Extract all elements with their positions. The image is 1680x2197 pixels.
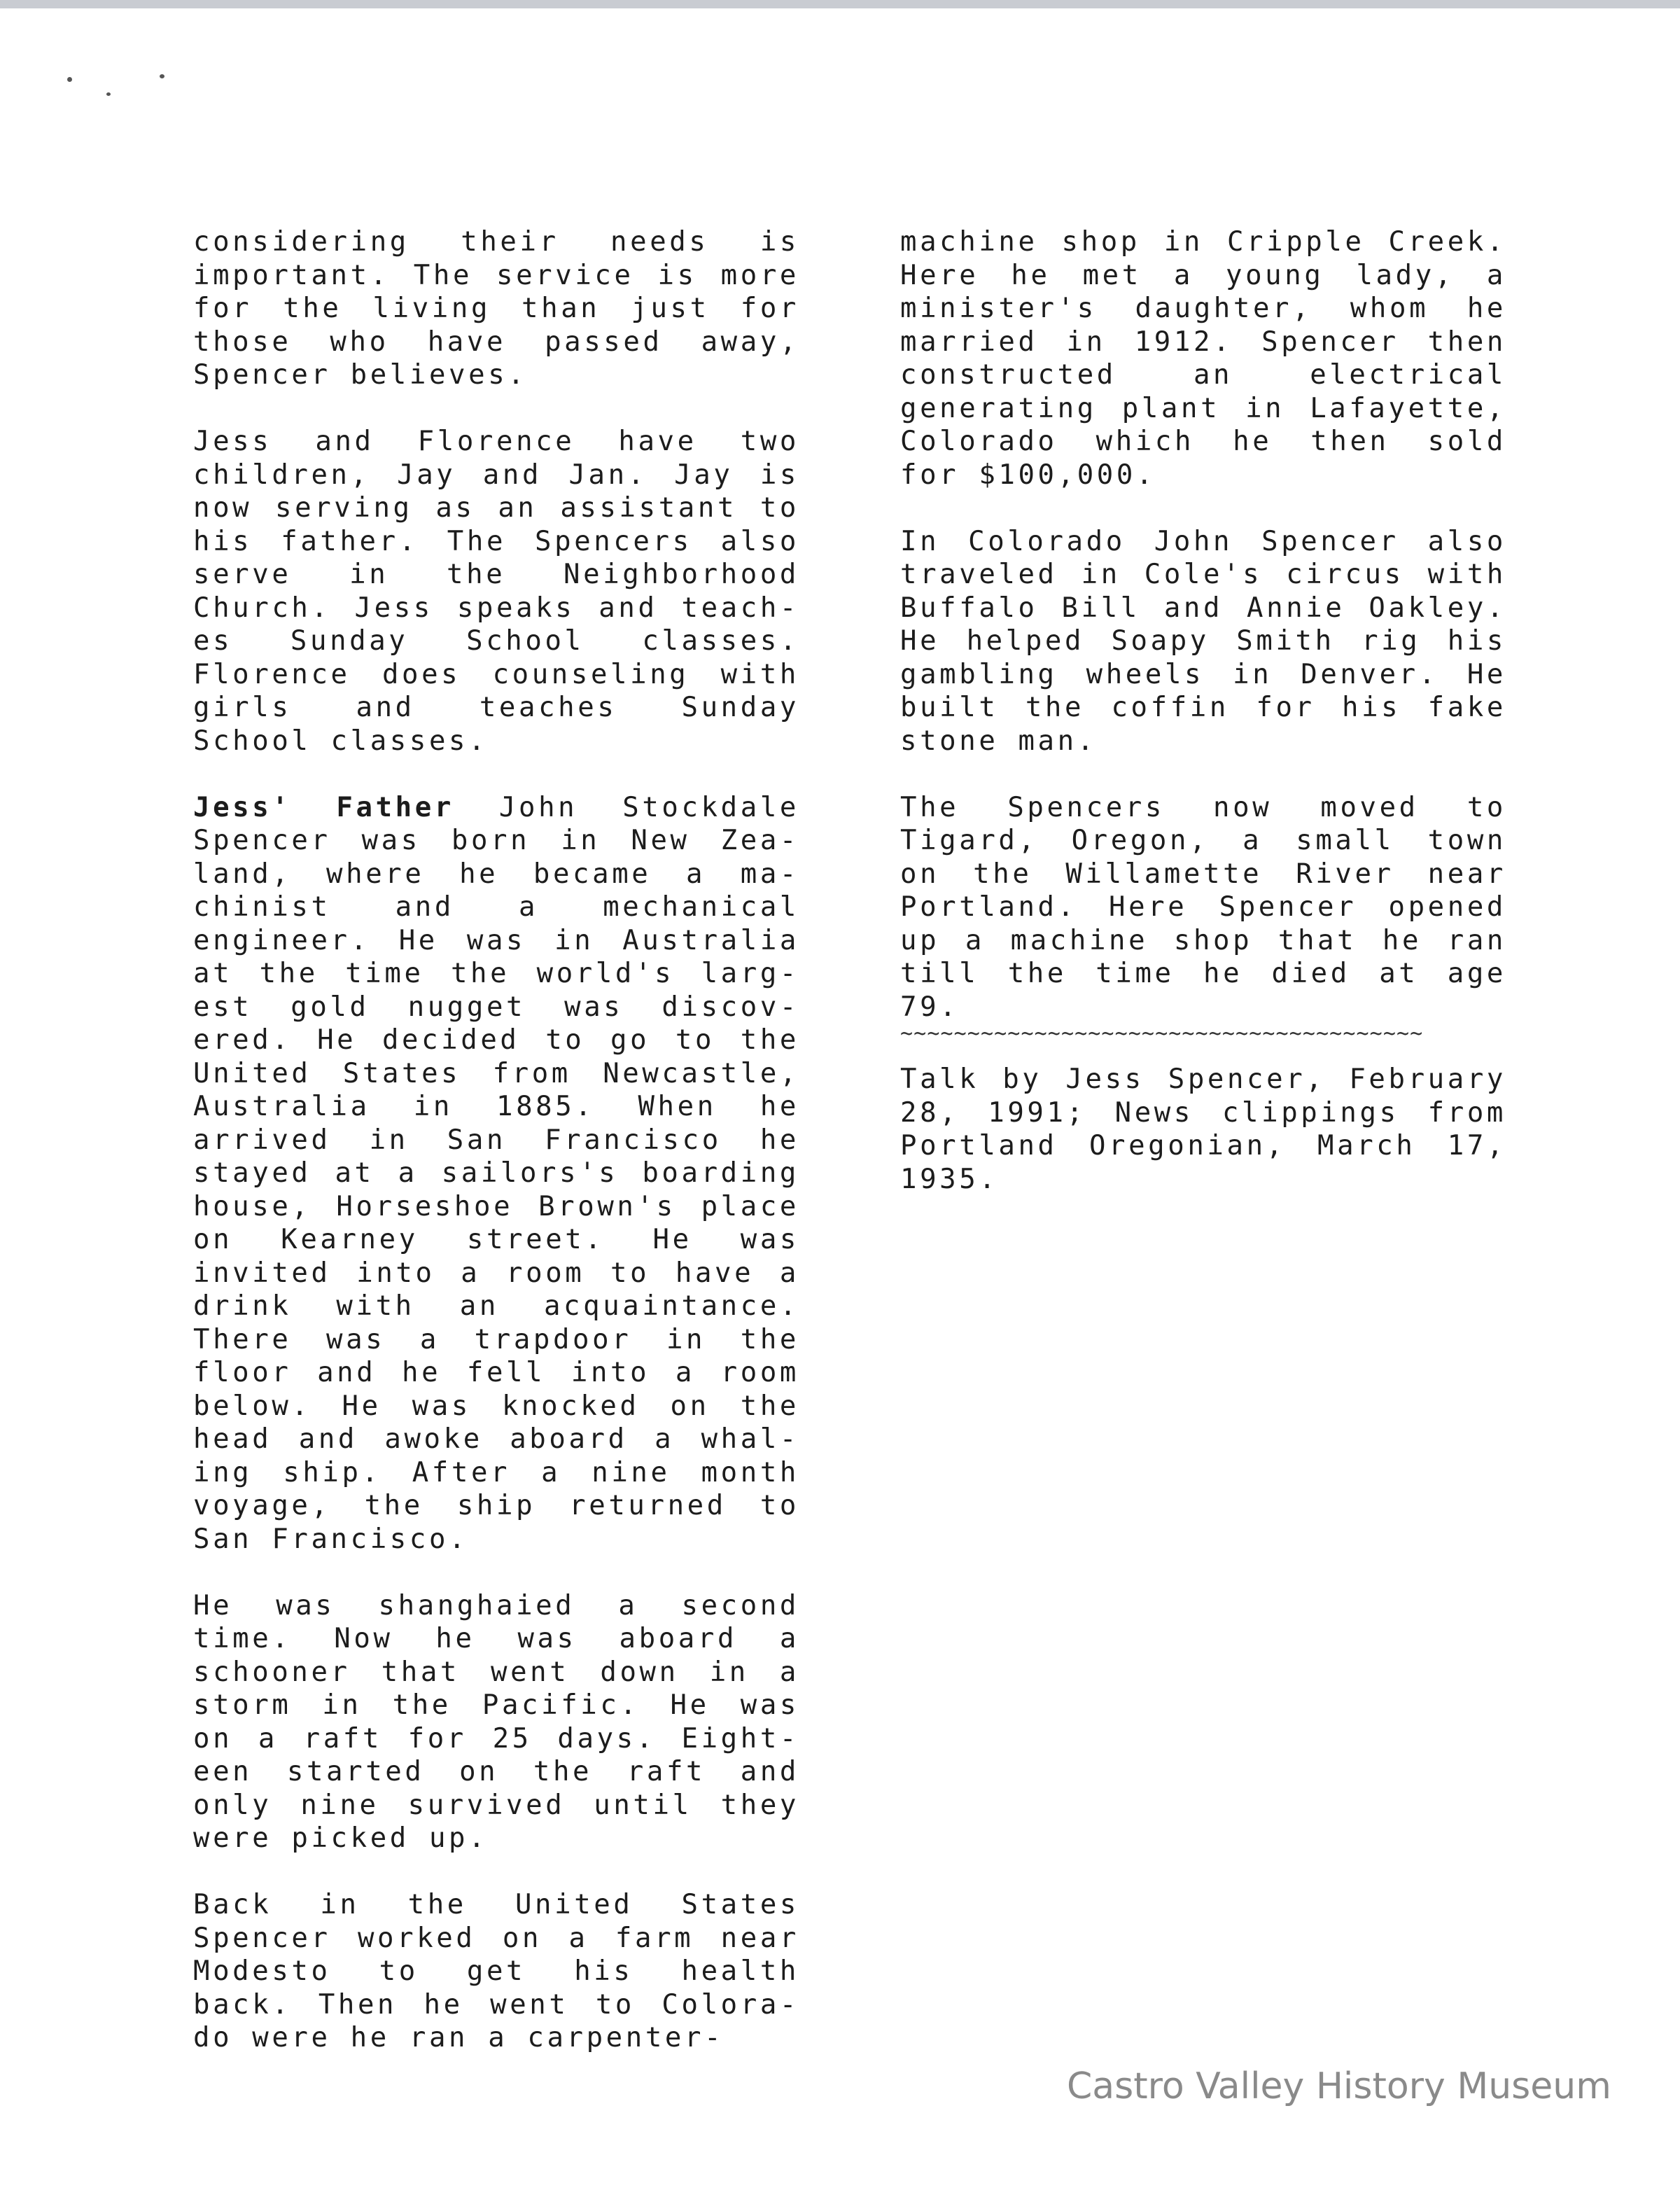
scan-speck bbox=[160, 74, 164, 78]
tilde-divider: ~~~~~~~~~~~~~~~~~~~~~~~~~~~~~~~~~~~~~~~ bbox=[900, 1021, 1424, 1046]
paragraph-colorado-circus: In Colorado John Spencer also traveled in Cole's circus with Buffalo Bill and Annie Oakley. He helped Soapy Smith rig his gambling wheels in Denver. He built the coffin for his fake stone man. bbox=[900, 525, 1506, 757]
scan-edge bbox=[0, 0, 1680, 8]
paragraph-spencer-children: Jess and Florence have two children, Jay and Jan. Jay is now serving as an assistant to his father. The Spencers also serve in the Neighborhood Church. Jess speaks and teach- es Sunday School classes. Florence does counseling with girls and teaches Sunday School classes. bbox=[193, 426, 799, 757]
right-column bbox=[900, 225, 1506, 1229]
museum-watermark: Castro Valley History Museum bbox=[1067, 2065, 1611, 2107]
paragraph-jess-father-text: John Stockdale Spencer was born in New Zea- land, where he became a ma- chinist and a mechanical engineer. He was in Australia at the time the world's larg- est gold nugget was discov- ered. He decided to go to the United States from Newcastle, Australia in 1885. When he arrived in San Francisco he stayed at a sailors's boarding house, Horseshoe Brown's place on Kearney street. He was invited into a room to have a drink with an acquaintance. There was a trapdoor in the floor and he fell into a room below. He was knocked on the head and awoke aboard a whal- ing ship. After a nine month voyage, the ship returned to San Francisco. bbox=[193, 791, 799, 1555]
paragraph-back-in-us: Back in the United States Spencer worked on a farm near Modesto to get his health back. Then he went to Colora- do were he ran a carpenter- bbox=[193, 1889, 799, 2053]
scan-speck bbox=[67, 77, 72, 82]
source-citation: Talk by Jess Spencer, February 28, 1991; News clippings from Portland Oregonian, March 17, 1935. bbox=[900, 1063, 1506, 1195]
paragraph-funeral-needs: considering their needs is important. The service is more for the living than just for those who have passed away, Spencer believes. bbox=[193, 226, 799, 391]
scan-speck bbox=[106, 92, 111, 96]
paragraph-shanghaied: He was shanghaied a second time. Now he was aboard a schooner that went down in a storm in the Pacific. He was on a raft for 25 days. Eight- een started on the raft and only nine survived until they were picked up. bbox=[193, 1589, 799, 1854]
paragraph-cripple-creek: machine shop in Cripple Creek. Here he met a young lady, a minister's daughter, whom he married in 1912. Spencer then constructed an electrical generating plant in Lafayette, Colorado which he then sold for $100,000. bbox=[900, 226, 1506, 491]
section-lead-jess-father: Jess' Father bbox=[193, 791, 454, 823]
left-column bbox=[193, 225, 799, 2088]
paragraph-tigard-oregon: The Spencers now moved to Tigard, Oregon, a small town on the Willamette River near Portland. Here Spencer opened up a machine shop that he ran till the time he died at age 79. bbox=[900, 791, 1506, 1023]
paragraph-jess-father bbox=[193, 791, 799, 1556]
